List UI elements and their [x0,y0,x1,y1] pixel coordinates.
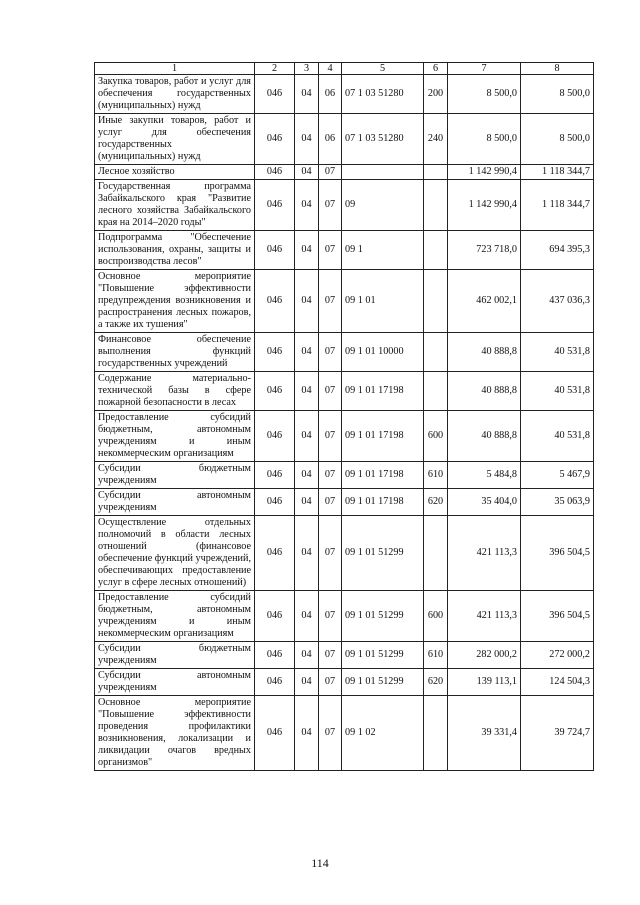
amount-year1-cell: 139 113,1 [448,669,521,696]
admin-code-cell: 046 [255,696,295,771]
table-row [95,333,594,372]
amount-year1-cell: 40 888,8 [448,333,521,372]
row-name-cell: Иные закупки товаров, работ и услуг для обеспечения государственных (муниципальных) нужд [95,114,255,165]
column-header-4: 4 [319,63,342,75]
amount-year2-cell: 8 500,0 [521,75,594,114]
admin-code-cell: 046 [255,114,295,165]
table-row [95,114,594,165]
subsection-code-cell: 07 [319,231,342,270]
section-code-cell: 04 [295,372,319,411]
row-name-cell: Субсидии автономным учреждениям [95,489,255,516]
section-code-cell: 04 [295,333,319,372]
section-code-cell: 04 [295,411,319,462]
section-code-cell: 04 [295,165,319,180]
table-row [95,180,594,231]
expense-type-cell [424,270,448,333]
row-name-cell: Осуществление отдельных полномочий в области лесных отношений (финансовое обеспечение функций учреждений, обеспечивающих предоставление услуг в сфере лесных отношений) [95,516,255,591]
row-name-cell: Субсидии автономным учреждениям [95,669,255,696]
expense-type-cell: 600 [424,591,448,642]
admin-code-cell: 046 [255,489,295,516]
amount-year2-cell: 35 063,9 [521,489,594,516]
amount-year2-cell: 40 531,8 [521,411,594,462]
target-article-cell: 09 [342,180,424,231]
amount-year1-cell: 5 484,8 [448,462,521,489]
section-code-cell: 04 [295,231,319,270]
table-row [95,411,594,462]
section-code-cell: 04 [295,270,319,333]
column-header-7: 7 [448,63,521,75]
amount-year1-cell: 421 113,3 [448,516,521,591]
admin-code-cell: 046 [255,180,295,231]
target-article-cell: 09 1 02 [342,696,424,771]
amount-year2-cell: 396 504,5 [521,516,594,591]
admin-code-cell: 046 [255,411,295,462]
row-name-cell: Предоставление субсидий бюджетным, автономным учреждениям и иным некоммерческим организациям [95,411,255,462]
target-article-cell: 09 1 01 17198 [342,489,424,516]
subsection-code-cell: 06 [319,75,342,114]
amount-year1-cell: 421 113,3 [448,591,521,642]
admin-code-cell: 046 [255,333,295,372]
expense-type-cell [424,333,448,372]
subsection-code-cell: 07 [319,696,342,771]
section-code-cell: 04 [295,114,319,165]
admin-code-cell: 046 [255,231,295,270]
subsection-code-cell: 07 [319,180,342,231]
amount-year1-cell: 723 718,0 [448,231,521,270]
table-row [95,462,594,489]
row-name-cell: Предоставление субсидий бюджетным, автономным учреждениям и иным некоммерческим организациям [95,591,255,642]
table-row [95,270,594,333]
subsection-code-cell: 07 [319,333,342,372]
admin-code-cell: 046 [255,516,295,591]
target-article-cell: 09 1 01 51299 [342,642,424,669]
table-row [95,696,594,771]
table-row [95,231,594,270]
section-code-cell: 04 [295,591,319,642]
table-row [95,591,594,642]
row-name-cell: Финансовое обеспечение выполнения функций государственных учреждений [95,333,255,372]
amount-year1-cell: 39 331,4 [448,696,521,771]
amount-year1-cell: 40 888,8 [448,372,521,411]
expense-type-cell: 620 [424,669,448,696]
expense-type-cell: 610 [424,642,448,669]
target-article-cell: 09 1 01 17198 [342,372,424,411]
admin-code-cell: 046 [255,372,295,411]
admin-code-cell: 046 [255,270,295,333]
amount-year1-cell: 1 142 990,4 [448,165,521,180]
subsection-code-cell: 07 [319,165,342,180]
table-row [95,372,594,411]
row-name-cell: Субсидии бюджетным учреждениям [95,462,255,489]
amount-year2-cell: 437 036,3 [521,270,594,333]
section-code-cell: 04 [295,489,319,516]
amount-year1-cell: 462 002,1 [448,270,521,333]
amount-year1-cell: 8 500,0 [448,114,521,165]
table-body [95,75,594,771]
amount-year2-cell: 40 531,8 [521,333,594,372]
amount-year1-cell: 35 404,0 [448,489,521,516]
budget-table [94,62,594,771]
table-header-row [95,63,594,75]
row-name-cell: Основное мероприятие "Повышение эффективности проведения профилактики возникновения, локализации и ликвидации очагов вредных организмов" [95,696,255,771]
amount-year2-cell: 1 118 344,7 [521,180,594,231]
column-header-3: 3 [295,63,319,75]
section-code-cell: 04 [295,516,319,591]
admin-code-cell: 046 [255,642,295,669]
column-header-2: 2 [255,63,295,75]
amount-year1-cell: 8 500,0 [448,75,521,114]
expense-type-cell [424,372,448,411]
row-name-cell: Государственная программа Забайкальского края "Развитие лесного хозяйства Забайкальского края на 2014–2020 годы" [95,180,255,231]
row-name-cell: Подпрограмма "Обеспечение использования, охраны, защиты и воспроизводства лесов" [95,231,255,270]
section-code-cell: 04 [295,462,319,489]
amount-year2-cell: 5 467,9 [521,462,594,489]
subsection-code-cell: 07 [319,516,342,591]
expense-type-cell [424,696,448,771]
admin-code-cell: 046 [255,75,295,114]
amount-year2-cell: 40 531,8 [521,372,594,411]
row-name-cell: Субсидии бюджетным учреждениям [95,642,255,669]
subsection-code-cell: 07 [319,642,342,669]
target-article-cell: 09 1 01 51299 [342,591,424,642]
expense-type-cell [424,165,448,180]
table-row [95,165,594,180]
target-article-cell: 07 1 03 51280 [342,114,424,165]
amount-year2-cell: 39 724,7 [521,696,594,771]
admin-code-cell: 046 [255,165,295,180]
page-number: 114 [311,856,329,870]
subsection-code-cell: 07 [319,270,342,333]
expense-type-cell [424,231,448,270]
column-header-6: 6 [424,63,448,75]
amount-year1-cell: 40 888,8 [448,411,521,462]
row-name-cell: Лесное хозяйство [95,165,255,180]
subsection-code-cell: 07 [319,411,342,462]
expense-type-cell: 600 [424,411,448,462]
row-name-cell: Содержание материально-технической базы в сфере пожарной безопасности в лесах [95,372,255,411]
target-article-cell: 09 1 01 17198 [342,462,424,489]
subsection-code-cell: 07 [319,372,342,411]
admin-code-cell: 046 [255,669,295,696]
section-code-cell: 04 [295,180,319,231]
amount-year2-cell: 8 500,0 [521,114,594,165]
target-article-cell: 09 1 01 51299 [342,669,424,696]
column-header-5: 5 [342,63,424,75]
expense-type-cell: 200 [424,75,448,114]
table-row [95,75,594,114]
section-code-cell: 04 [295,669,319,696]
expense-type-cell [424,516,448,591]
section-code-cell: 04 [295,642,319,669]
target-article-cell: 07 1 03 51280 [342,75,424,114]
amount-year2-cell: 124 504,3 [521,669,594,696]
expense-type-cell: 610 [424,462,448,489]
subsection-code-cell: 07 [319,489,342,516]
column-header-1: 1 [95,63,255,75]
target-article-cell: 09 1 01 51299 [342,516,424,591]
row-name-cell: Закупка товаров, работ и услуг для обеспечения государственных (муниципальных) нужд [95,75,255,114]
table-row [95,516,594,591]
target-article-cell: 09 1 [342,231,424,270]
subsection-code-cell: 07 [319,591,342,642]
row-name-cell: Основное мероприятие "Повышение эффективности предупреждения возникновения и распространения лесных пожаров, а также их тушения" [95,270,255,333]
target-article-cell: 09 1 01 17198 [342,411,424,462]
table-row [95,489,594,516]
expense-type-cell [424,180,448,231]
target-article-cell [342,165,424,180]
subsection-code-cell: 06 [319,114,342,165]
expense-type-cell: 240 [424,114,448,165]
target-article-cell: 09 1 01 10000 [342,333,424,372]
subsection-code-cell: 07 [319,669,342,696]
admin-code-cell: 046 [255,462,295,489]
amount-year2-cell: 396 504,5 [521,591,594,642]
admin-code-cell: 046 [255,591,295,642]
amount-year2-cell: 1 118 344,7 [521,165,594,180]
target-article-cell: 09 1 01 [342,270,424,333]
table-row [95,669,594,696]
expense-type-cell: 620 [424,489,448,516]
section-code-cell: 04 [295,75,319,114]
amount-year2-cell: 694 395,3 [521,231,594,270]
table-row [95,642,594,669]
amount-year1-cell: 282 000,2 [448,642,521,669]
section-code-cell: 04 [295,696,319,771]
column-header-8: 8 [521,63,594,75]
subsection-code-cell: 07 [319,462,342,489]
amount-year2-cell: 272 000,2 [521,642,594,669]
amount-year1-cell: 1 142 990,4 [448,180,521,231]
